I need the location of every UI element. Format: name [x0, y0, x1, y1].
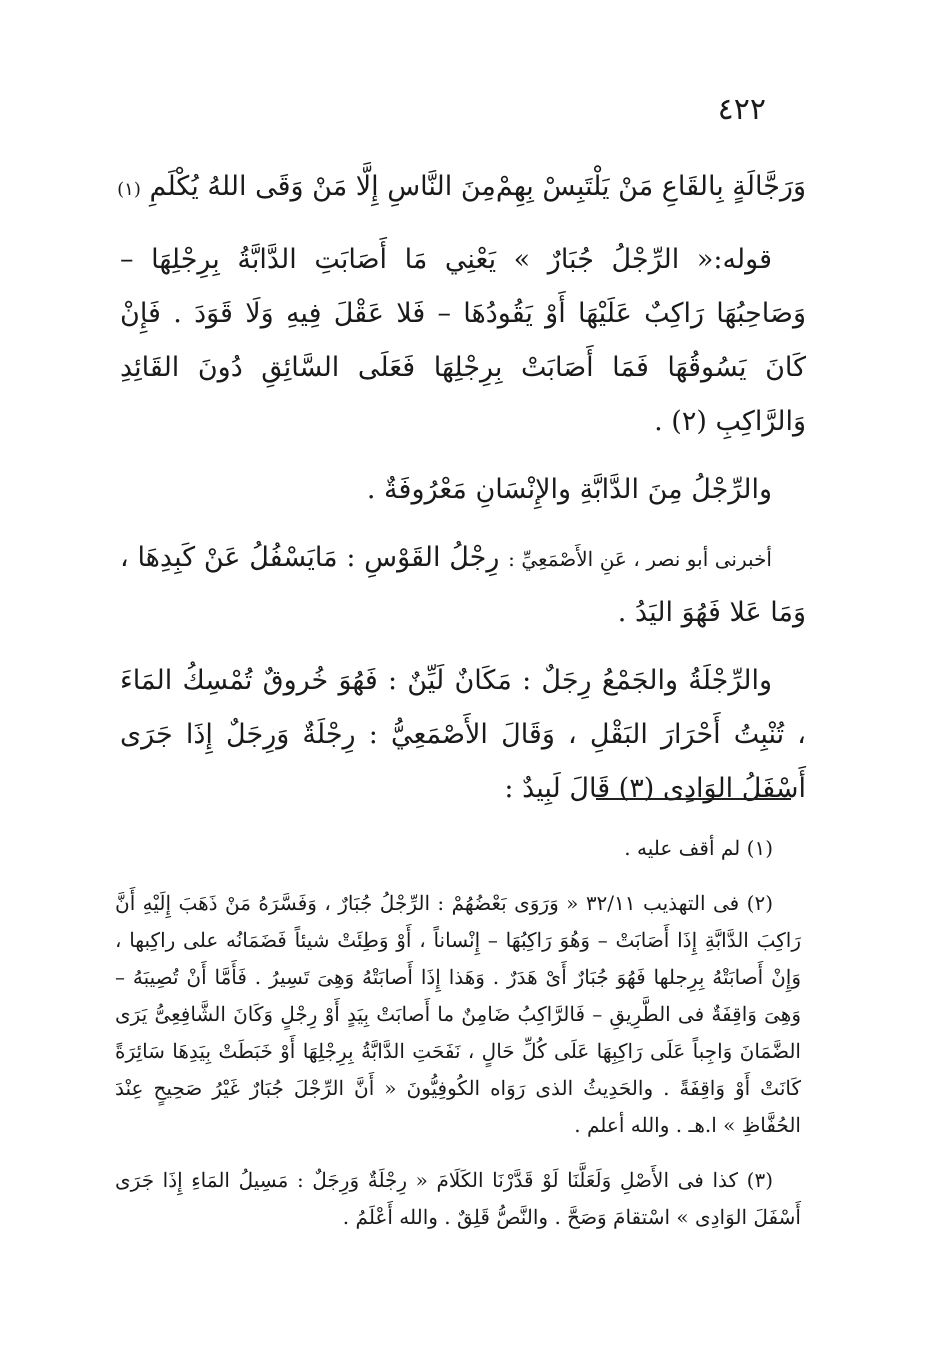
footnote-divider: [596, 798, 791, 800]
footnote-ref-1: (١): [117, 179, 141, 200]
verse-hemistich-first: [496, 160, 806, 217]
footnote-1: (١) لم أقف عليه .: [624, 836, 773, 860]
page-number: ٤٢٢: [717, 92, 766, 127]
footnote-3: (٣) كذا فى الأَصْلِ وَلَعَلَّنَا لَوْ قَدَّرْنَا الكَلَامَ « رِجْلَةٌ وَرِجَلٌ : مَسِيلُ المَاءِ إِذَا جَرَى أَسْفَلَ الوَادِى » اسْتقامَ وَصَحَّ . والنَّصُّ قَلِقٌ . والله أَعْلَمُ .: [115, 1168, 801, 1229]
verse-hemistich-second: [117, 160, 496, 217]
paragraph-rijl-jubar: قوله:« الرِّجْلُ جُبَارٌ » يَعْنِي مَا أَصَابَتِ الدَّابَّةُ بِرِجْلِهَا – وَصَاحِبُهَا رَاكِبٌ عَلَيْهَا أَوْ يَقُودُهَا – فَلا عَقْلَ فِيهِ وَلَا قَوَدَ . فَإِنْ كَانَ يَسُوقُهَا فَمَا أَصَابَتْ بِرِجْلِهَا فَعَلَى السَّائِقِ دُونَ القَائِدِ وَالرَّاكِبِ (٢) .: [120, 244, 806, 437]
paragraph-asmai: [120, 531, 806, 640]
footnote-2: (٢) فى التهذيب ٣٢/١١ « وَرَوَى بَعْضُهُمْ : الرِّجْلُ جُبَارٌ ، وَفَسَّرَهُ مَنْ ذَهَبَ إِلَيْهِ أَنَّ رَاكِبَ الدَّابَّةِ إِذَا أَصَابَتْ – وَهُوَ رَاكِبُهَا – إِنْساناً ، أَوْ وَطِئَتْ شيئاً فَضَمَانُه على راكِبها ، وَإِنْ أَصابَتْهُ بِرِجلها فَهُوَ جُبَارٌ أَىْ هَدَرٌ . وَهَذا إِذَا أَصابَتْهُ وَهِىَ تَسِيرُ . فَأَمَّا أَنْ تُصِيبَهُ – وَهِىَ وَاقِفَةٌ فى الطَّرِيقِ – فَالرَّاكِبُ ضَامِنٌ ما أَصابَتْ بِيَدٍ أَوْ رِجْلٍ وَكَانَ الشَّافِعِىُّ يَرَى الضَّمَانَ وَاجِباً عَلَى رَاكِبِهَا عَلَى كُلِّ حَالٍ ، نَفَحَتِ الدَّابَّةُ بِرِجْلِهَا أَوْ خَبَطَتْ بِيَدِهَا سَائِرَةً كَانَتْ أَوْ وَاقِفَةً . والحَدِيثُ الذى رَوَاه الكُوفِيُّونَ « أَنَّ الرِّجْلَ جُبَارٌ غَيْرُ صَحِيحٍ عِنْدَ الحُفَّاظِ » ا.هـ . والله أعلم .: [115, 891, 801, 1137]
main-text: [117, 160, 806, 830]
asmai-text: رِجْلُ القَوْسِ : مَايَسْفُلُ عَنْ كَبِدِهَا ، وَمَا عَلا فَهُوَ اليَدُ .: [120, 542, 806, 628]
footnotes: [115, 830, 801, 1254]
poetry-verse: [117, 160, 806, 217]
asmai-lead: أخبرنى أبو نصر ، عَنِ الأَصْمَعِيِّ :: [508, 547, 772, 571]
paragraph-rijla: والرِّجْلَةُ والجَمْعُ رِجَلٌ : مَكَانٌ لَيِّنٌ : فَهُوَ خُروقٌ تُمْسِكُ المَاءَ ، تُنْبِتُ أَحْرَارَ البَقْلِ ، وَقَالَ الأَصْمَعِيُّ : رِجْلَةٌ وَرِجَلٌ إِذَا جَرَى أَسْفَلُ الوَادِى (٣) قَالَ لَبِيدٌ :: [120, 665, 806, 804]
verse-hemistich-first-text: وَرَجَّالَةٍ بِالقَاعِ مَنْ يَلْتَبِسْ بِهِمْ: [495, 171, 806, 202]
verse-hemistich-second-text: مِنَ النَّاسِ إِلَّا مَنْ وَقَى اللهُ يُكْلَمِ: [149, 171, 496, 202]
paragraph-rijl-definition: والرِّجْلُ مِنَ الدَّابَّةِ والإِنْسَانِ مَعْرُوفَةٌ .: [366, 474, 772, 505]
